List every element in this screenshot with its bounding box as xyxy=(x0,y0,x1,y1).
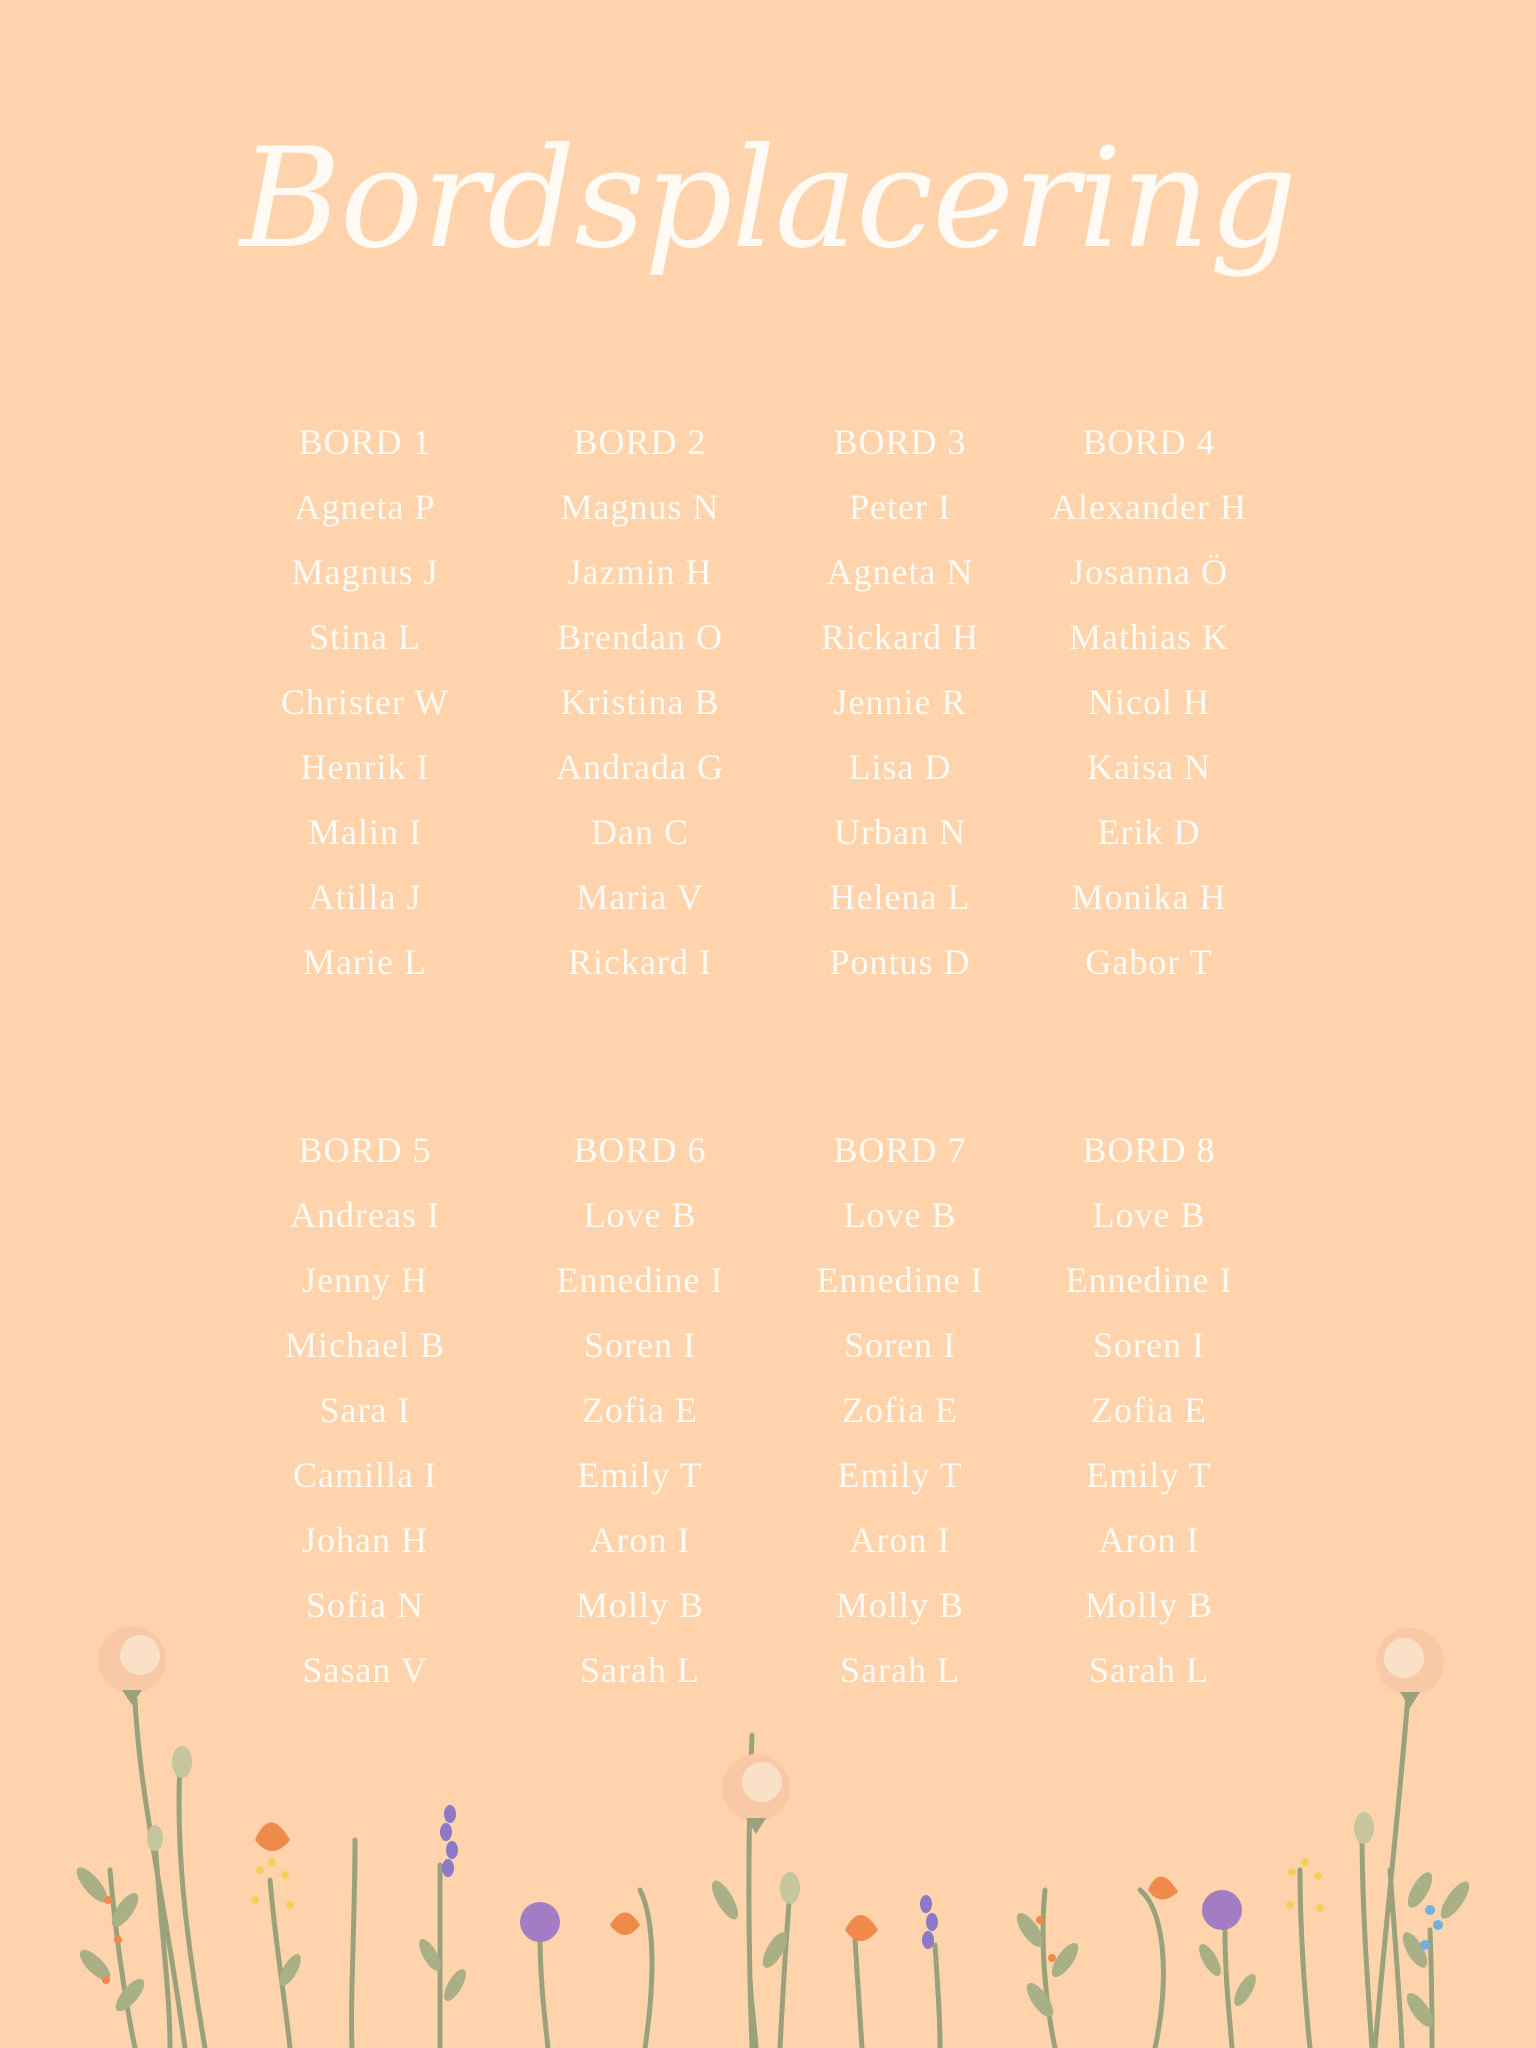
guest-name: Kaisa N xyxy=(1087,747,1211,787)
guest-name: Emily T xyxy=(577,1455,703,1495)
guest-name: Gabor T xyxy=(1085,942,1213,982)
guest-name: Andrada G xyxy=(556,747,724,787)
guest-name: Sara I xyxy=(319,1390,411,1430)
guest-name: Alexander H xyxy=(1051,487,1247,527)
guest-name: Zofia E xyxy=(582,1390,698,1430)
table-4 xyxy=(1019,410,1279,995)
guest-name: Marie L xyxy=(303,942,427,982)
guest-name: Erik D xyxy=(1097,812,1201,852)
table-2 xyxy=(510,410,770,995)
guest-name: Zofia E xyxy=(1091,1390,1207,1430)
guest-name: Atilla J xyxy=(308,877,422,917)
guest-name: Ennedine I xyxy=(556,1260,724,1300)
table-label: BORD 8 xyxy=(1082,1130,1216,1170)
table-label: BORD 2 xyxy=(573,422,707,462)
guest-name: Sarah L xyxy=(580,1650,700,1690)
guest-name: Soren I xyxy=(844,1325,956,1365)
guest-name: Aron I xyxy=(1098,1520,1200,1560)
guest-name: Malin I xyxy=(308,812,422,852)
table-label: BORD 4 xyxy=(1082,422,1216,462)
guest-name: Jazmin H xyxy=(567,552,713,592)
wildflower-border xyxy=(0,1600,1536,2048)
guest-name: Nicol H xyxy=(1088,682,1210,722)
guest-name: Magnus N xyxy=(560,487,720,527)
table-label: BORD 5 xyxy=(298,1130,432,1170)
guest-name: Emily T xyxy=(1086,1455,1212,1495)
guest-name: Johan H xyxy=(302,1520,428,1560)
guest-name: Stina L xyxy=(309,617,421,657)
guest-name: Andreas I xyxy=(290,1195,440,1235)
guest-name: Jennie R xyxy=(833,682,967,722)
guest-name: Sarah L xyxy=(1089,1650,1209,1690)
guest-name: Christer W xyxy=(280,682,450,722)
guest-name: Josanna Ö xyxy=(1070,552,1228,592)
guest-name: Henrik I xyxy=(300,747,430,787)
guest-name: Molly B xyxy=(1084,1585,1214,1625)
page-title: Bordsplacering xyxy=(239,118,1297,279)
guest-name: Peter I xyxy=(849,487,951,527)
guest-name: Molly B xyxy=(835,1585,965,1625)
guest-name: Monika H xyxy=(1071,877,1227,917)
guest-name: Zofia E xyxy=(842,1390,958,1430)
guest-name: Aron I xyxy=(849,1520,951,1560)
guest-name: Soren I xyxy=(584,1325,696,1365)
guest-name: Brendan O xyxy=(557,617,723,657)
guest-name: Dan C xyxy=(591,812,689,852)
guest-name: Kristina B xyxy=(560,682,720,722)
guest-name: Aron I xyxy=(589,1520,691,1560)
guest-name: Agneta N xyxy=(826,552,974,592)
guest-name: Jenny H xyxy=(302,1260,428,1300)
guest-name: Rickard H xyxy=(821,617,979,657)
guest-name: Emily T xyxy=(837,1455,963,1495)
guest-name: Soren I xyxy=(1093,1325,1205,1365)
table-label: BORD 6 xyxy=(573,1130,707,1170)
guest-name: Mathias K xyxy=(1069,617,1229,657)
guest-name: Urban N xyxy=(834,812,966,852)
guest-name: Agneta P xyxy=(294,487,436,527)
guest-name: Love B xyxy=(583,1195,697,1235)
guest-name: Ennedine I xyxy=(816,1260,984,1300)
table-label: BORD 3 xyxy=(833,422,967,462)
guest-name: Ennedine I xyxy=(1065,1260,1233,1300)
table-label: BORD 7 xyxy=(833,1130,967,1170)
guest-name: Michael B xyxy=(285,1325,445,1365)
table-1 xyxy=(235,410,495,995)
guest-name: Sarah L xyxy=(840,1650,960,1690)
guest-name: Love B xyxy=(843,1195,957,1235)
guest-name: Love B xyxy=(1092,1195,1206,1235)
guest-name: Pontus D xyxy=(829,942,971,982)
guest-name: Rickard I xyxy=(568,942,712,982)
table-label: BORD 1 xyxy=(298,422,432,462)
guest-name: Camilla I xyxy=(293,1455,437,1495)
guest-name: Magnus J xyxy=(291,552,439,592)
guest-name: Molly B xyxy=(575,1585,705,1625)
guest-name: Helena L xyxy=(829,877,971,917)
guest-name: Maria V xyxy=(576,877,704,917)
guest-name: Sasan V xyxy=(302,1650,428,1690)
guest-name: Sofia N xyxy=(306,1585,424,1625)
guest-name: Lisa D xyxy=(848,747,952,787)
table-3 xyxy=(770,410,1030,995)
